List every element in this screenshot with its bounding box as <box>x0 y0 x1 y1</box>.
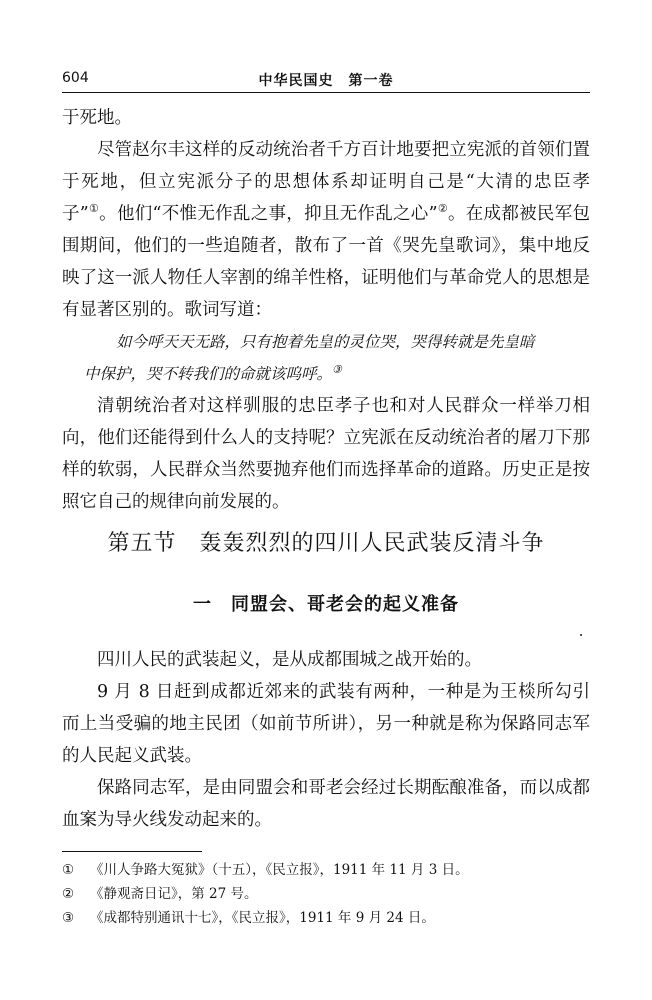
footnote-mark: ① <box>62 862 75 878</box>
footnote-ref: ③ <box>332 362 342 376</box>
section-title: 第五节 轰轰烈烈的四川人民武装反清斗争 <box>107 531 545 556</box>
main-text-top <box>62 102 590 518</box>
subsection-title: 一 同盟会、哥老会的起义准备 <box>193 594 459 615</box>
footnote-text: 《静观斋日记》，第 27 号。 <box>90 886 258 902</box>
quote-line: 中保护，哭不转我们的命就该呜呼。 <box>84 365 333 383</box>
paragraph: 四川人民的武装起义，是从成都围城之战开始的。 <box>97 650 482 670</box>
footnote-text: 《川人争路大冤狱》（十五），《民立报》，1911 年 11 月 3 日。 <box>90 862 469 878</box>
scan-speck <box>580 634 582 636</box>
footnote-text: 《成都特别通讯十七》，《民立报》，1911 年 9 月 24 日。 <box>90 910 435 926</box>
running-title: 中华民国史 第一卷 <box>258 73 394 89</box>
footnote-mark: ② <box>62 886 75 902</box>
footnote-mark: ③ <box>62 910 75 926</box>
quote-line: 如今呼天天无路，只有抱着先皇的灵位哭，哭得转就是先皇暗 <box>116 333 535 351</box>
song-quote <box>62 326 590 390</box>
paragraph: 于死地。 <box>62 108 132 128</box>
text-run: 。在成都被民军包围期间，他们的一些追随者，散布了一首《哭先皇歌词》，集中地反映了这一派人物任人宰割的绵羊性格，证明他们与革命党人的思想是有显著区别的。歌词写道： <box>62 204 590 320</box>
paragraph: 清朝统治者对这样驯服的忠臣孝子也和对人民群众一样举刀相向，他们还能得到什么人的支持呢？立宪派在反动统治者的屠刀下那样的软弱，人民群众当然要抛弃他们而选择革命的道路。历史正是按照它自己的规律向前发展的。 <box>62 396 590 512</box>
paragraph: 保路同志军，是由同盟会和哥老会经过长期酝酿准备，而以成都血案为导火线发动起来的。 <box>62 778 590 830</box>
footnote-ref: ① <box>88 202 100 216</box>
footnote <box>62 882 590 906</box>
footnotes <box>62 858 590 930</box>
paragraph: 尽管赵尔丰这样的反动统治者千方百计地要把立宪派的首领们置于死地，但立宪派分子的思想体系却证明自己是“大清的忠臣孝子”①。他们“不惟无作乱之事，抑且无作乱之心”②。在成都被民军包围期间，他们的一些追随者，散布了一首《哭先皇歌词》，集中地反映了这一派人物任人宰割的绵羊性格，证明他们与革命党人的思想是有显著区别的。歌词写道： <box>62 140 590 320</box>
text-run: 他们“不惟无作乱之事，抑且无作乱之心” <box>116 204 438 224</box>
footnote-ref: ② <box>437 202 448 216</box>
page-number: 604 <box>62 70 89 86</box>
text-run: 尽管赵尔丰这样的反动统治者千方百计地要把立宪派的首领们置于死地，但立宪派分子的思想体系却证明自己是“大清的忠臣孝子” <box>62 140 590 224</box>
header-rule <box>62 92 590 93</box>
page-header <box>62 66 590 90</box>
footnote <box>62 906 590 930</box>
main-text-bottom <box>62 644 590 836</box>
footnote-rule <box>62 851 202 852</box>
footnote <box>62 858 590 882</box>
paragraph: 9 月 8 日赶到成都近郊来的武装有两种，一种是为王棪所勾引而上当受骗的地主民团（如前节所讲），另一种就是称为保路同志军的人民起义武装。 <box>62 682 590 766</box>
